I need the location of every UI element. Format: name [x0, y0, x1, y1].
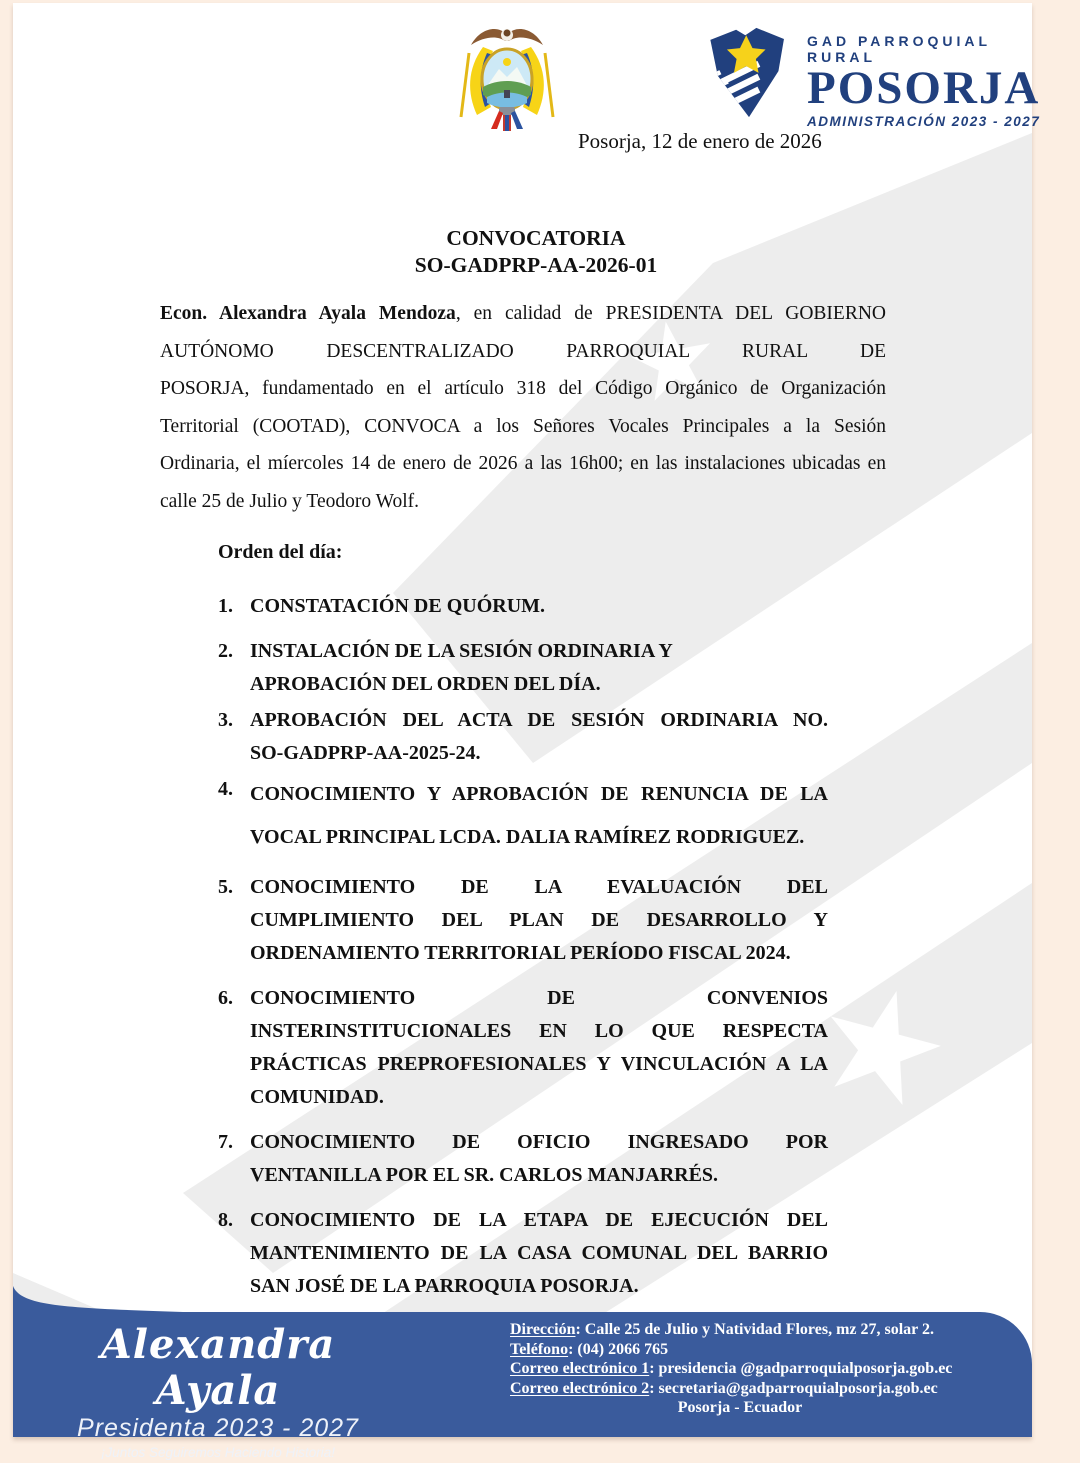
item-line: APROBACIÓN DEL ORDEN DEL DÍA. [250, 673, 601, 695]
contact-line-correo-1 [510, 1359, 970, 1379]
signature-block [43, 1322, 393, 1463]
item-line: VOCAL PRINCIPAL LCDA. DALIA RAMÍREZ RODRIGUEZ. [250, 826, 805, 848]
contact-label: Teléfono [510, 1340, 569, 1358]
logo-subtitle-text: ADMINISTRACIÓN 2023 - 2027 [807, 114, 1041, 129]
contact-line-direccion [510, 1320, 970, 1340]
signature-role: Presidenta 2023 - 2027 [77, 1414, 359, 1442]
agenda-section [218, 541, 830, 1315]
agenda-item-2 [218, 635, 830, 701]
item-line: CONOCIMIENTO DE CONVENIOS [250, 987, 828, 1009]
intro-line: AUTÓNOMO DESCENTRALIZADO PARROQUIAL RURAL DE [160, 340, 886, 362]
contact-value: : Calle 25 de Julio y Natividad Flores, mz 27, solar 2. [575, 1321, 934, 1338]
intro-line [160, 295, 886, 333]
item-number: 8. [218, 1209, 233, 1231]
item-number: 4. [218, 778, 233, 800]
item-line: CONOCIMIENTO Y APROBACIÓN DE RENUNCIA DE LA [250, 783, 828, 805]
contact-label: Correo electrónico 1 [510, 1360, 650, 1377]
agenda-item-1 [218, 590, 830, 623]
contact-label: Dirección [510, 1321, 576, 1338]
document-paper [13, 3, 1041, 1460]
contact-value: : secretaria@gadparroquialposorja.gob.ec [649, 1379, 938, 1397]
agenda-item-4 [218, 773, 830, 859]
posorja-logo [703, 25, 1040, 129]
ecuador-coat-of-arms-icon [447, 19, 567, 133]
item-number: 7. [218, 1131, 233, 1153]
item-line: INSTALACIÓN DE LA SESIÓN ORDINARIA Y [250, 640, 673, 662]
item-line: INSTERINSTITUCIONALES EN LO QUE RESPECTA [250, 1020, 828, 1042]
item-line: MANTENIMIENTO DE LA CASA COMUNAL DEL BARRIO [250, 1242, 828, 1264]
document-title [39, 225, 1033, 279]
item-line: VENTANILLA POR EL SR. CARLOS MANJARRÉS. [250, 1164, 719, 1186]
agenda-item-3 [218, 704, 830, 770]
signature-name: Alexandra Ayala [100, 1321, 336, 1414]
item-line: COMUNIDAD. [250, 1086, 384, 1108]
title-line-2: SO-GADPRP-AA-2026-01 [414, 253, 658, 277]
contact-block [510, 1320, 970, 1418]
intro-line: POSORJA, fundamentado en el artículo 318 del Código Orgánico de Organización [160, 378, 886, 399]
posorja-shield-icon [703, 25, 795, 121]
item-line: CONOCIMIENTO DE OFICIO INGRESADO POR [250, 1131, 828, 1153]
item-line: SAN JOSÉ DE LA PARROQUIA POSORJA. [250, 1275, 639, 1297]
logo-name-text: POSORJA [807, 62, 1041, 114]
intro-line: Territorial (COOTAD), CONVOCA a los Señores Vocales Principales a la Sesión [160, 415, 886, 437]
contact-location: Posorja - Ecuador [677, 1399, 803, 1416]
agenda-item-8 [218, 1204, 830, 1303]
contact-label: Correo electrónico 2 [510, 1379, 650, 1397]
item-line: CUMPLIMIENTO DEL PLAN DE DESARROLLO Y [250, 909, 828, 931]
item-number: 2. [218, 640, 233, 662]
agenda-item-5 [218, 871, 830, 970]
agenda-item-6 [218, 982, 830, 1114]
logo-top-text: GAD PARROQUIAL RURAL [807, 33, 991, 65]
agenda-item-7 [218, 1126, 830, 1192]
intro-line-rest: , en calidad de PRESIDENTA DEL GOBIERNO [455, 303, 886, 324]
item-line: SO-GADPRP-AA-2025-24. [250, 742, 481, 764]
title-line-1: CONVOCATORIA [446, 226, 626, 250]
item-number: 3. [218, 709, 233, 731]
signature-tagline: ¡Juntos Seguiremos Haciendo Historia! [100, 1445, 336, 1460]
document-date: Posorja, 12 de enero de 2026 [578, 129, 822, 153]
item-line: CONSTATACIÓN DE QUÓRUM. [250, 595, 546, 617]
contact-value: : presidencia @gadparroquialposorja.gob.ec [649, 1360, 953, 1377]
item-number: 1. [218, 595, 233, 617]
agenda-heading: Orden del día: [218, 541, 343, 563]
contact-line-telefono [510, 1340, 970, 1360]
item-line: ORDENAMIENTO TERRITORIAL PERÍODO FISCAL 2024. [250, 942, 791, 964]
contact-line-correo-2 [510, 1379, 970, 1399]
item-line: PRÁCTICAS PREPROFESIONALES Y VINCULACIÓN A LA [250, 1053, 828, 1075]
intro-paragraph [160, 295, 886, 520]
item-line: APROBACIÓN DEL ACTA DE SESIÓN ORDINARIA NO. [250, 709, 828, 731]
intro-author: Econ. Alexandra Ayala Mendoza [160, 303, 456, 324]
item-line: CONOCIMIENTO DE LA EVALUACIÓN DEL [250, 876, 828, 898]
intro-line: calle 25 de Julio y Teodoro Wolf. [160, 490, 420, 512]
item-line: CONOCIMIENTO DE LA ETAPA DE EJECUCIÓN DEL [250, 1209, 828, 1231]
intro-line: Ordinaria, el míercoles 14 de enero de 2026 a las 16h00; en las instalaciones ubicadas en [160, 453, 886, 474]
footer-wave-shape [13, 1284, 183, 1312]
footer-band [13, 1312, 1032, 1460]
item-number: 6. [218, 987, 233, 1009]
contact-value: : (04) 2066 765 [568, 1340, 669, 1358]
item-number: 5. [218, 876, 233, 898]
